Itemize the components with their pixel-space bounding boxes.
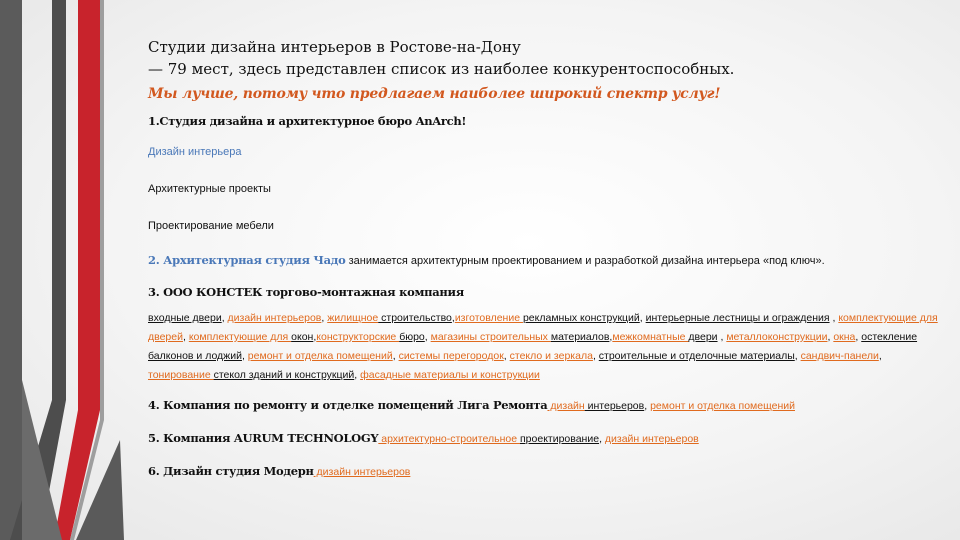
item5-links	[378, 433, 698, 445]
item2-heading[interactable]: 2. Архитектурная студия Чадо	[148, 253, 346, 267]
link[interactable]: ремонт и отделка помещений	[247, 350, 393, 362]
link[interactable]: магазины строительных	[430, 331, 551, 343]
separator: ,	[855, 331, 862, 343]
separator: ,	[503, 350, 510, 362]
link[interactable]: ремонт и отделка помещений	[650, 400, 795, 412]
separator: ,	[451, 312, 455, 324]
item5	[148, 430, 938, 449]
link[interactable]: строительные и отделочные материалы	[598, 350, 795, 362]
service-architecture: Архитектурные проекты	[148, 183, 271, 195]
item4-links	[547, 400, 795, 412]
link[interactable]: дизайн	[547, 400, 585, 412]
separator: ,	[313, 331, 317, 343]
link[interactable]: проектирование	[519, 433, 600, 445]
separator: ,	[592, 350, 599, 362]
item2	[148, 253, 938, 267]
separator: ,	[644, 400, 651, 412]
page-subtitle: — 79 мест, здесь представлен список из наиболее конкурентоспособных.	[148, 60, 735, 78]
item3-heading: 3. ООО КОНСТЕК торгово-монтажная компания	[148, 285, 464, 299]
link[interactable]: рекламных конструкций	[522, 312, 640, 324]
link[interactable]: окна	[833, 331, 856, 343]
item2-text: занимается архитектурным проектированием и разработкой дизайна интерьера «под ключ».	[345, 255, 825, 267]
link[interactable]: изготовление	[454, 312, 523, 324]
item5-heading: 5. Компания AURUM TECHNOLOGY	[148, 431, 379, 445]
separator: ,	[354, 369, 361, 381]
separator: ,	[599, 433, 605, 445]
link[interactable]: конструкторские	[316, 331, 400, 343]
link[interactable]: стекло и зеркала	[509, 350, 593, 362]
separator: ,	[639, 312, 646, 324]
separator: ,	[794, 350, 801, 362]
link[interactable]: стекол зданий и конструкций	[213, 369, 355, 381]
page-title: Студии дизайна интерьеров в Ростове-на-Дону	[148, 38, 521, 56]
separator: ,	[878, 350, 882, 362]
separator: ,	[609, 331, 613, 343]
separator: ,	[424, 331, 431, 343]
item6-links	[314, 466, 411, 478]
link[interactable]: архитектурно-строительное	[378, 433, 520, 445]
separator: ,	[241, 350, 248, 362]
link[interactable]: межкомнатные	[612, 331, 689, 343]
item6-heading: 6. Дизайн студия Модерн	[148, 464, 314, 478]
link[interactable]: остекление балконов и лоджий	[148, 331, 918, 362]
separator: ,	[829, 312, 839, 324]
link[interactable]: системы перегородок	[398, 350, 504, 362]
link[interactable]: дизайн интерьеров	[313, 466, 411, 478]
link[interactable]: сандвич-панели	[800, 350, 879, 362]
link[interactable]: окон	[291, 331, 314, 343]
content-area	[148, 36, 938, 482]
item4-heading: 4. Компания по ремонту и отделке помещений Лига Ремонта	[148, 398, 548, 412]
link[interactable]: тонирование	[148, 369, 214, 381]
separator: ,	[717, 331, 727, 343]
service-furniture: Проектирование мебели	[148, 220, 274, 232]
link[interactable]: фасадные материалы и конструкции	[360, 369, 540, 381]
separator: ,	[321, 312, 328, 324]
link[interactable]: комплектующие для дверей	[148, 312, 938, 343]
separator: ,	[182, 331, 189, 343]
service-interior-design[interactable]: Дизайн интерьера	[148, 146, 242, 158]
link[interactable]: интерьеров	[584, 400, 645, 412]
slogan: Мы лучше, потому что предлагаем наиболее широкий спектр услуг!	[148, 86, 721, 102]
link[interactable]: комплектующие для	[188, 331, 292, 343]
link[interactable]: материалов	[550, 331, 610, 343]
link[interactable]: строительство	[378, 312, 452, 324]
item6	[148, 463, 938, 482]
separator: ,	[827, 331, 834, 343]
link[interactable]: интерьерные лестницы и ограждения	[645, 312, 830, 324]
link[interactable]: дизайн интерьеров	[227, 312, 322, 324]
separator: ,	[221, 312, 228, 324]
link[interactable]: жилищное	[327, 312, 379, 324]
item4	[148, 397, 938, 416]
decorative-stripes	[0, 0, 150, 540]
item3-links	[148, 309, 938, 385]
link[interactable]: дизайн интерьеров	[604, 433, 699, 445]
item1-heading: 1.Студия дизайна и архитектурное бюро AnArch!	[148, 114, 467, 128]
link[interactable]: бюро	[399, 331, 425, 343]
link[interactable]: двери	[688, 331, 718, 343]
link[interactable]: входные двери	[148, 312, 222, 324]
link[interactable]: металлоконструкции	[726, 331, 828, 343]
separator: ,	[392, 350, 399, 362]
